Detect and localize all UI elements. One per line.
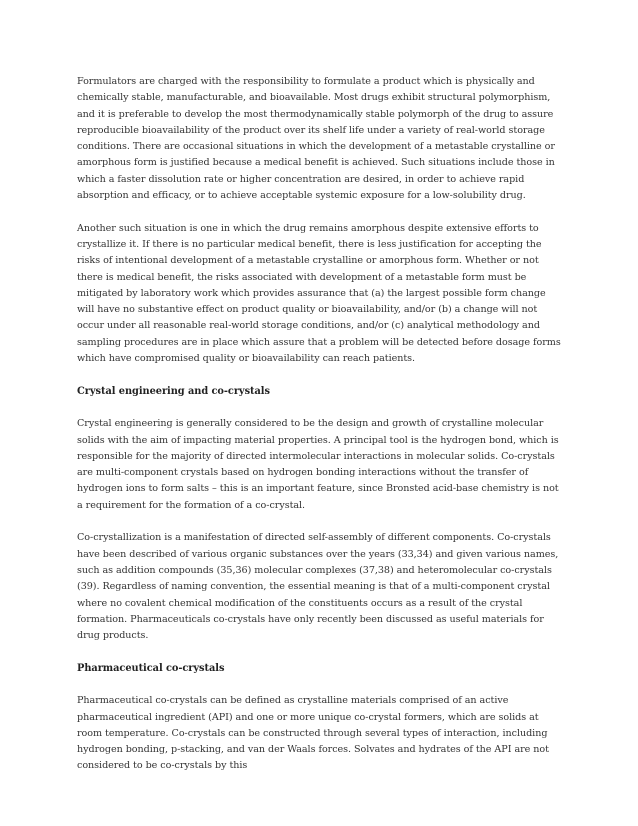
paragraph-amorphous-situation: Another such situation is one in which the drug remains amorphous despite extensive efforts to crystallize it. If there is no particular medical benefit, there is less justification for accepting the risks of intentional development of a metastable crystalline or amorphous form. Whether or not there is medical benefit, the risks associated with development of a metastable form must be mitigated by laboratory work which provides assurance that (a) the largest possible form change will have no substantive effect on product quality or bioavailability, and/or (b) a change will not occur under all reasonable real-world storage conditions, and/or (c) analytical methodology and sampling procedures are in place which assure that a problem will be detected before dosage forms which have compromised quality or bioavailability can reach patients.	[77, 222, 561, 365]
section-heading-crystal-engineering: Crystal engineering and co-crystals	[77, 385, 270, 397]
paragraph-formulators: Formulators are charged with the responsibility to formulate a product which is physically and chemically stable, manufacturable, and bioavailable. Most drugs exhibit structural polymorphism, and it is preferable to develop the most thermodynamically stable polymorph of the drug to assure reproducible bioavailability of the product over its shelf life under a variety of real-world storage conditions. There are occasional situations in which the development of a metastable crystalline or amorphous form is justified because a medical benefit is achieved. Such situations include those in which a faster dissolution rate or higher concentration are desired, in order to achieve rapid absorption and efficacy, or to achieve acceptable systemic exposure for a low-solubility drug.	[77, 76, 555, 202]
document-page	[77, 74, 565, 791]
paragraph-crystal-engineering: Crystal engineering is generally considered to be the design and growth of crystalline molecular solids with the aim of impacting material properties. A principal tool is the hydrogen bond, which is responsible for the majority of directed intermolecular interactions in molecular solids. Co-crystals are multi-component crystals based on hydrogen bonding interactions without the transfer of hydrogen ions to form salts – this is an important feature, since Bronsted acid-base chemistry is not a requirement for the formation of a co-crystal.	[77, 418, 559, 511]
paragraph-co-crystallization: Co-crystallization is a manifestation of directed self-assembly of different components. Co-crystals have been described of various organic substances over the years (33,34) and given various names, such as addition compounds (35,36) molecular complexes (37,38) and heteromolecular co-crystals (39). Regardless of naming convention, the essential meaning is that of a multi-component crystal where no covalent chemical modification of the constituents occurs as a result of the crystal formation. Pharmaceuticals co-crystals have only recently been discussed as useful materials for drug products.	[77, 532, 559, 642]
paragraph-pharmaceutical-co-crystals: Pharmaceutical co-crystals can be defined as crystalline materials comprised of an active pharmaceutical ingredient (API) and one or more unique co-crystal formers, which are solids at room temperature. Co-crystals can be constructed through several types of interaction, including hydrogen bonding, p-stacking, and van der Waals forces. Solvates and hydrates of the API are not considered to be co-crystals by this	[77, 695, 549, 772]
section-heading-pharmaceutical-co-crystals: Pharmaceutical co-crystals	[77, 662, 225, 674]
